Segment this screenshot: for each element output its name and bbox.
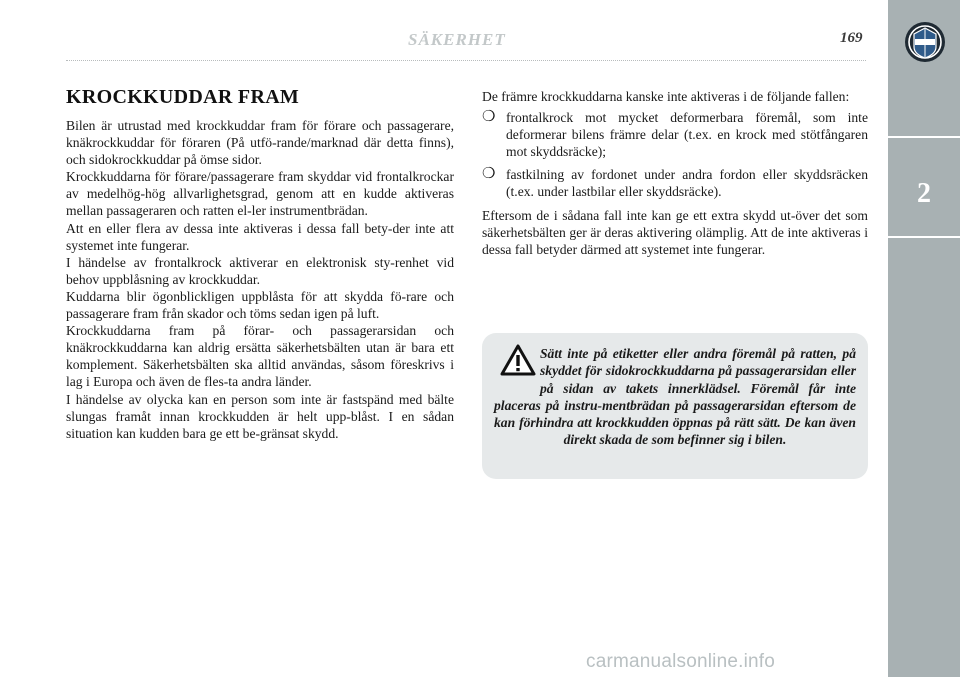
warning-icon-spacer	[494, 345, 540, 395]
lancia-logo-icon	[903, 20, 947, 64]
chapter-side-tab	[888, 0, 960, 677]
body-paragraph: Krockkuddarna fram på förar- och passagerarsidan och knäkrockkuddarna kan aldrig ersätta säkerhetsbälten utan är bara ett komplement. Säkerhetsbälten ska alltid användas, såsom föreskrivs i lag i Europa och även de fles-ta andra länder.	[66, 323, 454, 390]
section-heading: KROCKKUDDAR FRAM	[66, 86, 300, 108]
list-item	[482, 166, 868, 200]
closing-paragraph: Eftersom de i sådana fall inte kan ge ett extra skydd ut-över det som säkerhetsbälten ger är deras aktivering olämplig. Att de inte aktiveras i dessa fall betyder därmed att systemet inte fungerar.	[482, 207, 868, 257]
header-divider	[66, 60, 866, 61]
body-paragraph: I händelse av olycka kan en person som inte är fastspänd med bälte slungas framåt innan krockkudden är helt upp-blåst. I en sådan situation kan kudden bara ge ett be-gränsat skydd.	[66, 391, 454, 441]
list-item	[482, 109, 868, 160]
page-number: 169	[840, 30, 863, 46]
chapter-tab-divider-bottom	[888, 236, 960, 238]
bullet-circle-icon: ❍	[482, 109, 496, 126]
chapter-tab-divider-top	[888, 136, 960, 138]
right-column	[482, 88, 868, 258]
list-item-text: frontalkrock mot mycket deformerbara föremål, som inte deformerar bilens främre delar (t.ex. en krock med stötfångaren mot skyddsräcke);	[506, 110, 868, 160]
section-title: SÄKERHET	[408, 30, 506, 49]
body-paragraph: Krockkuddarna för förare/passagerare fram skyddar vid frontalkrockar av medelhög-hög allvarlighetsgrad, genom att en kudde aktiveras mellan passageraren och ratten el-ler instrumentbrädan.	[66, 169, 454, 219]
intro-paragraph: De främre krockkuddarna kanske inte aktiveras i de följande fallen:	[482, 89, 850, 104]
warning-text-block	[494, 345, 856, 449]
bullet-circle-icon: ❍	[482, 166, 496, 183]
list-item-text: fastkilning av fordonet under andra fordon eller skyddsräcken (t.ex. under lastbilar eller skyddsräcke).	[506, 167, 868, 200]
body-paragraph: I händelse av frontalkrock aktiverar en elektronisk sty-renhet vid behov uppblåsning av krockkuddar.	[66, 254, 454, 287]
page-header	[0, 0, 888, 60]
body-paragraph: Att en eller flera av dessa inte aktiveras i dessa fall bety-der inte att systemet inte fungerar.	[66, 220, 454, 253]
left-column	[66, 86, 454, 442]
bullet-list	[482, 109, 868, 200]
chapter-number[interactable]: 2	[917, 178, 931, 209]
warning-text: Sätt inte på etiketter eller andra föremål på ratten, på skyddet för sidokrockkuddarna på passagerarsidan eller på sidan av takets innerklädsel. Föremål får inte placeras på instru-mentbrädan på passagerarsidan eftersom de kan förhindra att krockkudden öppnas på rätt sätt. De kan även direkt skada de som befinner sig i bilen.	[494, 346, 856, 448]
body-paragraph: Kuddarna blir ögonblickligen uppblåsta för att skydda fö-rare och passagerare fram från skador och töms sedan igen på luft.	[66, 288, 454, 322]
watermark[interactable]: carmanualsonline.info	[586, 651, 776, 672]
body-paragraph: Bilen är utrustad med krockkuddar fram för förare och passagerare, knäkrockkuddar för föraren (På utfö-rande/marknad där detta finns), och sidokrockkuddar på ömse sidor.	[66, 118, 454, 168]
